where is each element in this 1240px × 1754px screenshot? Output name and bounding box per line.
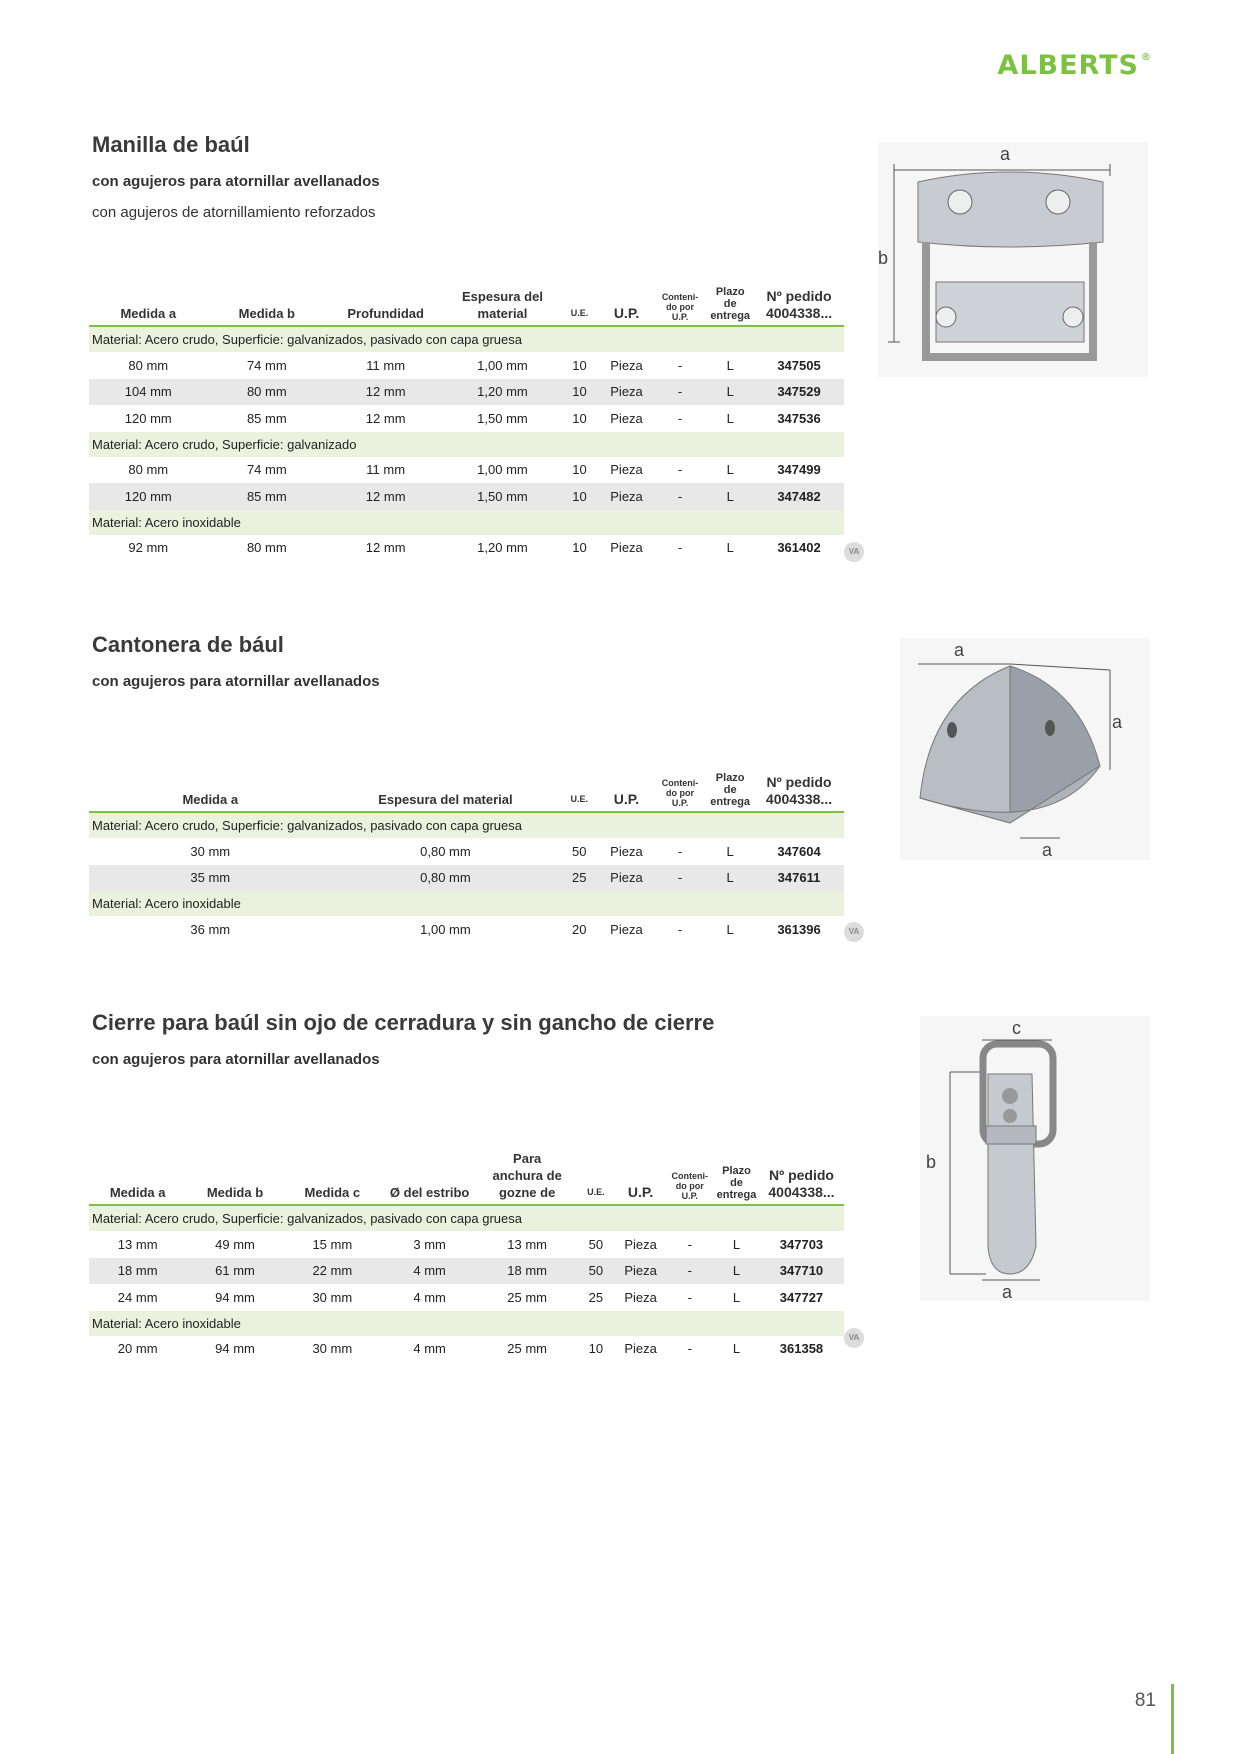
- col-header: Plazo de entrega: [706, 286, 754, 326]
- table-row: 104 mm 80 mm 12 mm 1,20 mm 10 Pieza - L 347529: [89, 379, 844, 406]
- dimension-label: a: [1042, 840, 1053, 860]
- material-row: Material: Acero crudo, Superficie: galvanizados, pasivado con capa gruesa: [89, 812, 844, 838]
- section-subtitle: con agujeros de atornillamiento reforzados: [92, 204, 376, 221]
- section-subtitle: con agujeros para atornillar avellanados: [92, 1051, 380, 1068]
- page-number: 81: [1134, 1690, 1156, 1711]
- material-row: Material: Acero inoxidable: [89, 510, 844, 535]
- va-badge: VA: [844, 1328, 864, 1348]
- col-header: U.E.: [576, 1150, 616, 1205]
- col-header: Nº pedido 4004338...: [754, 772, 844, 812]
- col-header: Plazo de entrega: [706, 772, 754, 812]
- material-row: Material: Acero crudo, Superficie: galvanizados, pasivado con capa gruesa: [89, 1205, 844, 1231]
- col-header: Medida b: [208, 286, 327, 326]
- corner-protector-image: [900, 638, 1150, 860]
- dimension-label: a: [954, 640, 965, 660]
- section-cierre: [92, 1010, 860, 1360]
- col-header: U.P.: [599, 772, 654, 812]
- table-row: 13 mm 49 mm 15 mm 3 mm 13 mm 50 Pieza - L 347703: [117, 1236, 824, 1252]
- table-row: 120 mm 85 mm 12 mm 1,50 mm 10 Pieza - L 347536: [124, 410, 821, 426]
- material-row: Material: Acero inoxidable: [89, 1311, 844, 1336]
- col-header: Nº pedido 4004338...: [759, 1150, 844, 1205]
- material-row: Material: Acero inoxidable: [89, 891, 844, 916]
- col-header: Para anchura de gozne de: [478, 1150, 576, 1205]
- section-title: Manilla de baúl: [92, 132, 250, 157]
- dimension-label: a: [1002, 1282, 1013, 1301]
- col-header: U.P.: [599, 286, 654, 326]
- col-header: Espesura del material: [445, 286, 559, 326]
- page-number-bar: [1171, 1684, 1174, 1754]
- col-header: Medida c: [284, 1150, 381, 1205]
- dimension-label: a: [1112, 712, 1123, 732]
- section-title: Cierre para baúl sin ojo de cerradura y sin gancho de cierre: [92, 1010, 715, 1035]
- product-table: [89, 772, 844, 943]
- section-cantonera: [92, 632, 860, 962]
- dimension-label: b: [878, 248, 889, 268]
- product-table: [89, 286, 844, 561]
- trunk-handle-image: [878, 142, 1148, 377]
- table-row: 36 mm 1,00 mm 20 Pieza - L 361396: [190, 921, 821, 937]
- col-header: Conteni-do por U.P.: [666, 1150, 715, 1205]
- col-header: Medida a: [89, 286, 208, 326]
- col-header: Medida a: [89, 1150, 186, 1205]
- table-row: 80 mm 74 mm 11 mm 1,00 mm 10 Pieza - L 347499: [128, 462, 821, 478]
- section-title: Cantonera de bául: [92, 632, 284, 657]
- trunk-latch-image: [920, 1016, 1150, 1301]
- table-row: 20 mm 94 mm 30 mm 4 mm 25 mm 10 Pieza - L 361358: [117, 1341, 824, 1357]
- col-header: Conteni-do por U.P.: [654, 772, 707, 812]
- material-row: Material: Acero crudo, Superficie: galvanizado: [89, 432, 844, 457]
- col-header: U.E.: [559, 772, 599, 812]
- col-header: Espesura del material: [332, 772, 560, 812]
- table-row: 80 mm 74 mm 11 mm 1,00 mm 10 Pieza - L 347505: [128, 357, 821, 373]
- section-manilla: [92, 132, 860, 572]
- table-row: 120 mm 85 mm 12 mm 1,50 mm 10 Pieza - L 347482: [89, 483, 844, 510]
- table-row: 35 mm 0,80 mm 25 Pieza - L 347611: [89, 865, 844, 892]
- col-header: Profundidad: [326, 286, 445, 326]
- section-subtitle: con agujeros para atornillar avellanados: [92, 673, 380, 690]
- col-header: Medida a: [89, 772, 332, 812]
- table-row: 18 mm 61 mm 22 mm 4 mm 18 mm 50 Pieza - L 347710: [89, 1258, 844, 1285]
- col-header: Conteni-do por U.P.: [654, 286, 707, 326]
- dimension-label: c: [1012, 1018, 1021, 1038]
- brand-logo: ALBERTS ®: [997, 50, 1152, 81]
- dimension-label: a: [1000, 144, 1011, 164]
- col-header: Plazo de entrega: [714, 1150, 759, 1205]
- table-row: 92 mm 80 mm 12 mm 1,20 mm 10 Pieza - L 361402: [128, 540, 821, 556]
- table-row: 30 mm 0,80 mm 50 Pieza - L 347604: [190, 843, 821, 859]
- col-header: Medida b: [186, 1150, 283, 1205]
- table-row: 24 mm 94 mm 30 mm 4 mm 25 mm 25 Pieza - L 347727: [117, 1289, 824, 1305]
- va-badge: VA: [844, 542, 864, 562]
- section-subtitle: con agujeros para atornillar avellanados: [92, 173, 380, 190]
- va-badge: VA: [844, 922, 864, 942]
- product-table: [89, 1150, 844, 1362]
- dimension-label: b: [926, 1152, 937, 1172]
- col-header: U.E.: [560, 286, 600, 326]
- material-row: Material: Acero crudo, Superficie: galvanizados, pasivado con capa gruesa: [89, 326, 844, 352]
- col-header: Ø del estribo: [381, 1150, 478, 1205]
- col-header: U.P.: [616, 1150, 666, 1205]
- col-header: Nº pedido 4004338...: [754, 286, 844, 326]
